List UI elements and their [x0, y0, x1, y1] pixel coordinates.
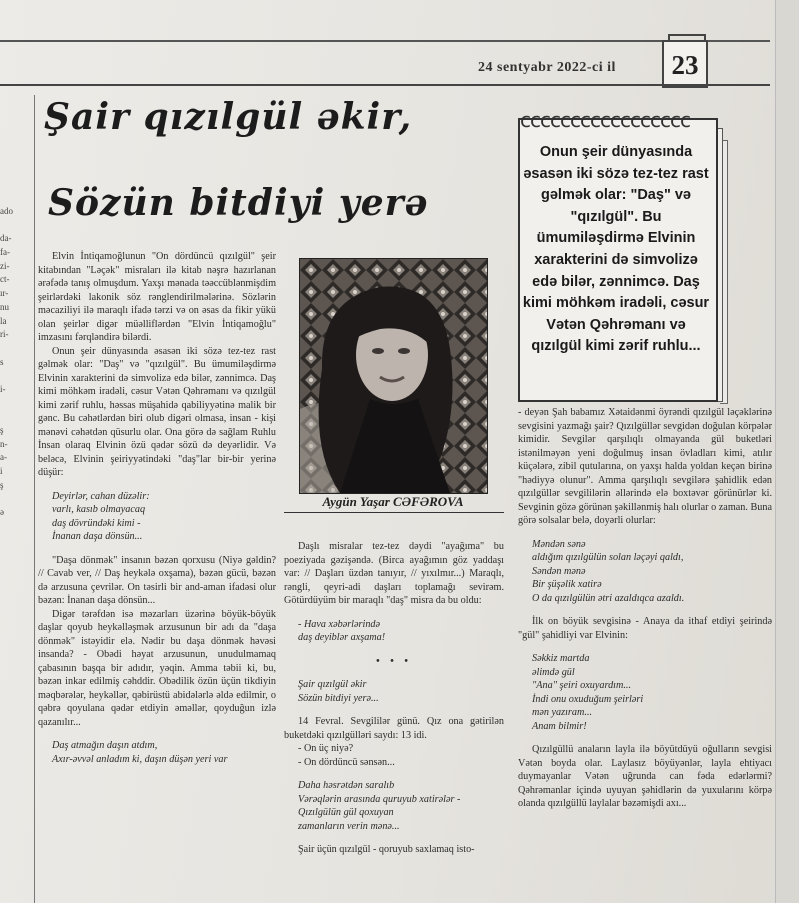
fragment-text: i-	[0, 383, 6, 394]
poem-line: Daha həsrətdən saralıb	[298, 780, 395, 791]
fragment-text: ə	[0, 507, 4, 518]
poem-line: O da qızılgülün ətri azaldıqca azaldı.	[532, 592, 685, 604]
fragment-text: ş	[0, 425, 4, 435]
poem-line: Deyirlər, cahan düzəlir:	[52, 490, 150, 502]
poem-line: Bir şüşəlik xatirə	[532, 579, 602, 590]
fragment-text	[0, 369, 26, 383]
poem-excerpt	[532, 538, 772, 606]
article-column-2	[284, 540, 504, 857]
fragment-text: i	[0, 466, 3, 477]
fragment-text	[0, 492, 26, 506]
poem-excerpt	[52, 739, 276, 766]
paragraph: 14 Fevral. Sevgililər günü. Qız ona gətirilən buketdəki qızılgülləri saydı: 13 idi.	[284, 716, 504, 741]
notebook-spiral-icon: ccccccccccccccccc	[520, 108, 690, 130]
dialog-line: - On dördüncü sənsən...	[298, 756, 395, 768]
paragraph: Elvin İntiqamoğlunun "On dördüncü qızılgül" şeir kitabından "Ləçək" misraları ilə kitab nəşrə hazırlanan ərəfədə tanış olmuşdum. Yaxşı mənada təəccüblənmişdim şeirlərdəki lakonik söz rənglendirilmələrinə. Sözlərin məcaziliyi ilə maraqlı ifadə tərzi və on əsas da fikir yükü olan şeirlər digər müəlliflərdən "Elvin İntiqamoğlu" imzasını fərqləndirə bilərdi.	[38, 251, 276, 343]
poem-excerpt	[298, 678, 504, 705]
title-line-2: Sözün bitdiyi yerə	[48, 182, 429, 224]
paragraph: İlk on böyük sevgisinə - Anaya da ithaf etdiyi şeirində "gül" şahidliyi var Elvinin:	[518, 616, 772, 641]
photo-caption-author: Aygün Yaşar CƏFƏROVA	[322, 494, 464, 509]
article-column-1	[38, 250, 276, 776]
poem-line: daş deyiblər axşama!	[298, 632, 386, 643]
paragraph: - deyən Şah babamız Xətaidənmi öyrəndi qızılgül ləçəklərinə sevgisini yazmağı şair? Qızılgüllər sevgidən doğulan körpələr kimidir. Sevgilər qarşılıqlı olmayanda gül buketləri istənilməyən yeni doğulmuş insan övladları kimi, atılır küçələrə, zibil qutularına, on yaxşı halda yoldan keçən birinə "hədiyyə olunur". Amma qarşılıqlı sevgilərə şahidlik edən qızılgüllər sevgililərin əllərində elə boxtəvər görünürlər ki. Sevginin gözə görünən şəkillənmiş halı olurlar o zaman. Buna görə solsalar belə, doyərli olurlar:	[518, 407, 772, 526]
fragment-text: ır-	[0, 288, 9, 299]
article-column-3	[518, 406, 772, 811]
poem-line: mən yazıram...	[532, 707, 592, 718]
fragment-text	[0, 219, 26, 233]
poem-line: varlı, kasıb olmayacaq	[52, 504, 146, 515]
header-top-rule	[0, 40, 770, 42]
poem-line: Sözün bitdiyi yerə...	[298, 692, 379, 704]
poem-line: İnanan daşa dönsün...	[52, 531, 143, 542]
paragraph: Onun şeir dünyasında əsasən iki sözə tez-tez rast gəlmək olar: "Daş" və "qızılgül". Bu ümumiləşdirmə Elvinin xarakterini də simvolizə edə bilər, zənnimcə. Daş kimi möhkəm iradəli, cəsur Vətən Qəhrəmanı və qızılgül kimi zərif ruhlu, həssas müşahidə qabiliyyətinə malik bir gənc. Bu cəhətlərdən biri olub digəri olmasa, insan - kişi mənəvi cəhətdən qüsurlu olar. Ona görə də sağlam Ruhlu İnsan olaraq Elvinin özü qədər sözü də deyərlidir. Və beləcə, Elvinin şeiriyyətindəki "daş"lar bir-bir yerinə düşür:	[38, 345, 276, 478]
poem-excerpt	[298, 618, 504, 645]
poem-line: "Ana" şeiri oxuyardım...	[532, 680, 632, 691]
poem-line: zamanların verin mənə...	[298, 820, 400, 832]
poem-line: Səkkiz martda	[532, 653, 590, 664]
fragment-text: ş	[0, 479, 4, 490]
poem-line: - Hava xəbərlərində	[298, 618, 381, 630]
poem-line: Daş atmağın daşın atdım,	[52, 740, 158, 751]
poem-line: İndi onu oxuduğum şeirləri	[532, 693, 644, 705]
poem-line: daş dövründəki kimi -	[52, 517, 141, 529]
fragment-text	[0, 410, 26, 424]
poem-excerpt	[52, 490, 276, 544]
column-divider	[34, 95, 35, 903]
poem-line: Məndən sənə	[532, 538, 586, 550]
fragment-text: s	[0, 356, 4, 367]
issue-date: 24 sentyabr 2022-ci il	[478, 60, 616, 75]
paragraph: Şair üçün qızılgül - qoruyub saxlamaq isto-	[298, 844, 475, 855]
pull-quote-text: Onun şeir dünyasında əsasən iki sözə tez-tez rast gəlmək olar: "Daş" və "qızılgül". Bu ümumiləşdirmə Elvinin xarakterini də simvolizə edə bilər, zənnimcə. Daş kimi möhkəm iradəli, cəsur Vətən Qəhrəmanı və qızılgül kimi zərif ruhlu...	[522, 144, 710, 355]
poem-excerpt	[298, 779, 504, 833]
next-page-edge	[775, 0, 799, 903]
fragment-text: da-	[0, 233, 12, 244]
section-separator: • • •	[376, 655, 412, 667]
fragment-text: ct-	[0, 274, 10, 285]
page-number: 23	[662, 40, 708, 88]
dialog	[298, 742, 504, 769]
poem-excerpt	[532, 652, 772, 733]
poem-line: Axır-əvvəl anladım ki, daşın düşən yeri var	[52, 753, 228, 765]
poem-line: Səndən mənə	[532, 565, 586, 577]
fragment-text: fa-	[0, 247, 10, 258]
paragraph: Digər tərəfdən isə məzarları üzərinə böyük-böyük daşlar qoyub heykəlləşmək arzusunun bir adı da "daşa dönmək" istəyidir elə. Nədir bu daşa dönmək həvəsi insanda? - Obədi həyat arzusunun, unudulmamaq çabasının başqa bir adıdır, yəqin. Amma təbii ki, bu, bəzən inkar edilmiş cəhddir. Obədilik özün üçün tikdiyin məqbərələr, heykəllər, qəbirüstü abidələrlə əldə edilmir, o qəbrə qoyulana qədər etdiyin əməllər, qoyduğun izlə qazanılır...	[38, 608, 276, 728]
paragraph: "Daşa dönmək" insanın bəzən qorxusu (Niyə gəldin? // Cavab ver, // Daş heykələ oxşama), bəzən gücü, bəzən də arzusuna çevrilər. On təsirli bir and-aman ifadəsi olur bəzən: İnanan daşa dönsün...	[38, 554, 276, 606]
fragment-text: la	[0, 315, 7, 326]
author-photo	[299, 258, 488, 494]
poem-line: əlimdə gül	[532, 666, 575, 678]
dialog-line: - On üç niyə?	[298, 743, 354, 754]
fragment-text: n-	[0, 438, 8, 449]
portrait-image	[300, 259, 487, 493]
poem-line: Şair qızılgül əkir	[298, 679, 367, 690]
fragment-text: a-	[0, 452, 7, 463]
fragment-text: nu	[0, 301, 9, 312]
poem-line: Anam bilmir!	[532, 720, 587, 732]
fragment-text: zi-	[0, 260, 10, 271]
fragment-text	[0, 397, 26, 411]
paragraph: Qızılgüllü anaların layla ilə böyütdüyü oğulların sevgisi Vətən boyda olar. Laylasız böyüyənlər, layla ehtiyacı duymayanlar Vətən uğrunda can fəda edərlərmi? Qəhrəmanlar içində uyuyan şəhidlərin də yuxularını körpə olanda qızılgüllü laylalar bəzəmişdi axı...	[518, 744, 772, 809]
previous-page-fragments	[0, 205, 26, 520]
poem-line: Qızılgülün gül qoxuyan	[298, 807, 394, 818]
title-line-1: Şair qızılgül əkir,	[44, 96, 413, 138]
fragment-text	[0, 342, 26, 356]
poem-line: aldığım qızılgülün solan ləçəyi qaldı,	[532, 552, 684, 563]
fragment-text: ado	[0, 206, 13, 216]
paragraph: Daşlı misralar tez-tez dəydi "ayağıma" bu poeziyada gəzişəndə. (Birca ayağımın göz yaddaşı var: // Daşları üzdən tanıyır, // yıxılmır...) Maraqlı, rəngli, qeyri-adi daşları toplamağı sevirəm. Götürdüyüm bir maraqlı "daş" misra da bu oldu:	[284, 541, 504, 606]
fragment-text: ri-	[0, 329, 9, 340]
caption-rule	[284, 512, 504, 513]
header-bottom-rule	[0, 84, 770, 86]
poem-line: Vərəqlərin arasında quruyub xatirələr -	[298, 793, 461, 805]
